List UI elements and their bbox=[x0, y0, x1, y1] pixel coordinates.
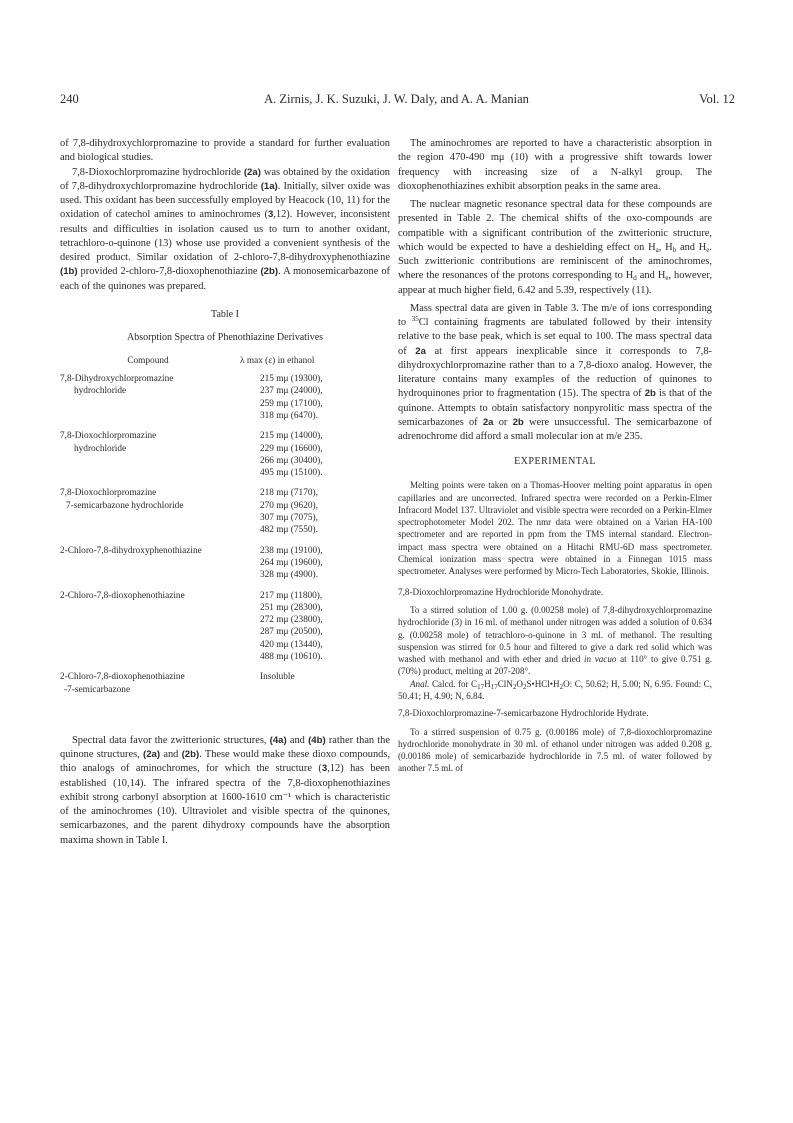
table-row: 2-Chloro-7,8-dioxophenothiazine 217 mμ (11800), 251 mμ (28300), 272 mμ (23800), 287 mμ (20500), 420 mμ (13440), 488 mμ (10610). bbox=[60, 590, 323, 662]
table-row: 7,8-Dioxochlorpromazine 7-semicarbazone hydrochloride 218 mμ (7170), 270 mμ (9620), 307 mμ (7075), 482 mμ (7550). bbox=[60, 488, 318, 536]
volume-label: Vol. 12 bbox=[699, 92, 735, 106]
subheading: 7,8-Dioxochlorpromazine-7-semicarbazone Hydrochloride Hydrate. bbox=[398, 708, 649, 719]
paragraph: The aminochromes are reported to have a characteristic absorption in the region 470-490 mμ (10) with a progressive shift towards lower frequency with increasing size of a N-alkyl group. The dioxophenothiazines exhibit absorption peaks in the same area. bbox=[398, 138, 712, 192]
table-row: 2-Chloro-7,8-dioxophenothiazine -7-semicarbazone Insoluble bbox=[60, 672, 295, 695]
right-column bbox=[398, 137, 712, 775]
paragraph: Melting points were taken on a Thomas-Hoover melting point apparatus in open capillaries and are uncorrected. Infrared spectra were recorded on a Perkin-Elmer Infracord Model 137. Ultraviolet and visible spectra were recorded on a Perkin-Elmer spectrophotometer Model 202. The nmr data were obtained on a Varian HA-100 spectrometer and are reported in ppm from the TMS internal standard. Electron-impact mass spectra were obtained on a Hitachi RMU-6D mass spectrometer. Chemical ionization mass spectra were obtained in a Finnegan 1015 mass spectrometer. Analyses were performed by Micro-Tech Laboratories, Skokie, Illinois. bbox=[398, 480, 712, 577]
paragraph: To a stirred solution of 1.00 g. (0.00258 mole) of 7,8-dihydroxychlorpromazine hydrochloride (3) in 16 ml. of methanol under nitrogen was added a solution of 0.634 g. (0.00258 mole) of tetrachloro-o-quinone in 3 ml. of methanol. The resulting suspension was stirred for 0.5 hour and filtered to give a dark red solid which was washed with methanol and with ether and dried in vacuo at 110° to give 0.751 g. (70%) product, melting at 207-208°. bbox=[398, 604, 712, 677]
column-header-lambda: λ max (ε) in ethanol bbox=[240, 355, 315, 366]
table-row: 7,8-Dihydroxychlorpromazine hydrochloride 215 mμ (19300), 237 mμ (24000), 259 mμ (17100), 318 mμ (6470). bbox=[60, 374, 323, 421]
subheading: 7,8-Dioxochlorpromazine Hydrochloride Monohydrate. bbox=[398, 586, 604, 597]
running-header-authors: A. Zirnis, J. K. Suzuki, J. W. Daly, and A. A. Manian bbox=[264, 92, 529, 106]
column-header-compound: Compound bbox=[127, 355, 169, 366]
paragraph: Mass spectral data are given in Table 3. The m/e of ions corresponding to $^{35}$Cl containing fragments are tabulated followed by their intensity relative to the base peak, which is set equal to 100. The mass spectral data of 2a at first appears inexplicable since it corresponds to 7,8-dihydroxychlorpromazine rather than to a 7,8-dioxo analog. However, the literature contains many examples of the reduction of quinones to hydroquinones prior to fragmentation (15). The spectra of 2b is that of the quinone. Attempts to obtain satisfactory nonpyrolitic mass spectra of the semicarbazones of 2a or 2b were unsuccessful. The semicarbazone of adrenochrome did afford a small molecular ion at m/e 235. bbox=[398, 302, 712, 442]
table-row: 7,8-Dioxochlorpromazine hydrochloride 215 mμ (14000), 229 mμ (16600), 266 mμ (30400), 495 mμ (15100). bbox=[60, 431, 323, 479]
left-column bbox=[60, 137, 390, 848]
paragraph: The nuclear magnetic resonance spectral data for these compounds are presented in Table 2. The chemical shifts of the oxo-compounds are compatible with a significant contribution of the zwitterionic structure, which would be expected to have a deshielding effect on $H_a$, $H_b$ and $H_e$. Such zwitterionic contributions are reminiscent of the aminochromes, where the resonances of the protons corresponding to $H_d$ and $H_e$, however, appear at much higher field, 6.42 and 5.39, respectively (11). bbox=[398, 199, 712, 296]
paragraph: Spectral data favor the zwitterionic structures, (4a) and (4b) rather than the quinone structures, (2a) and (2b). These would make these dioxo compounds, thio analogs of aminochromes, for which the structure (3,12) has been established (10,14). The infrared spectra of the 7,8-dioxophenothiazines exhibit strong carbonyl absorption at 1600-1610 cm⁻¹ which is characteristic of the aminochromes (10). Ultraviolet and visible spectra of the quinones, semicarbazones, and the parent dihydroxy compounds have the absorption maxima shown in Table I. bbox=[60, 734, 390, 846]
paragraph: of 7,8-dihydroxychlorpromazine to provide a standard for further evaluation and biological studies. bbox=[60, 138, 390, 164]
paragraph: To a stirred suspension of 0.75 g. (0.00186 mole) of 7,8-dioxochlorpromazine hydrochloride monohydrate in 30 ml. of ethanol under nitrogen was added 0.208 g. (0.00186 mole) of semicarbazide hydrochloride in 7.5 ml. of water followed by another 7.5 ml. of bbox=[398, 726, 712, 774]
table-1 bbox=[60, 308, 390, 696]
table-row: 2-Chloro-7,8-dihydroxyphenothiazine 238 mμ (19100), 264 mμ (19600), 328 mμ (4900). bbox=[60, 545, 323, 581]
analysis-line: Anal. Calcd. for $C_{17}H_{17}ClN_2O_2S•HCl•H_2O$: C, 50.62; H, 5.00; N, 6.95. Found: C, 50.41; H, 4.90; N, 6.84. bbox=[398, 678, 712, 701]
table-header bbox=[60, 355, 390, 367]
table-label: Table I bbox=[211, 308, 239, 320]
page-number: 240 bbox=[60, 92, 79, 106]
paragraph: 7,8-Dioxochlorpromazine hydrochloride (2a) was obtained by the oxidation of 7,8-dihydroxychlorpromazine hydrochloride (1a). Initially, silver oxide was used. This oxidant has been successfully employed by Heacock (10, 11) for the oxidation of catechol amines to aminochromes (3,12). However, inconsistent results and difficulties in isolation caused us to turn to another oxidant, tetrachloro-o-quinone (13) whose use provided a convenient synthesis of the desired product. Similar oxidation of 2-chloro-7,8-dihydroxyphenothiazine (1b) provided 2-chloro-7,8-dioxophenothiazine (2b). A monosemicarbazone of each of the quinones was prepared. bbox=[60, 166, 390, 292]
table-title: Absorption Spectra of Phenothiazine Derivatives bbox=[126, 331, 324, 343]
section-heading-experimental: EXPERIMENTAL bbox=[514, 456, 596, 468]
